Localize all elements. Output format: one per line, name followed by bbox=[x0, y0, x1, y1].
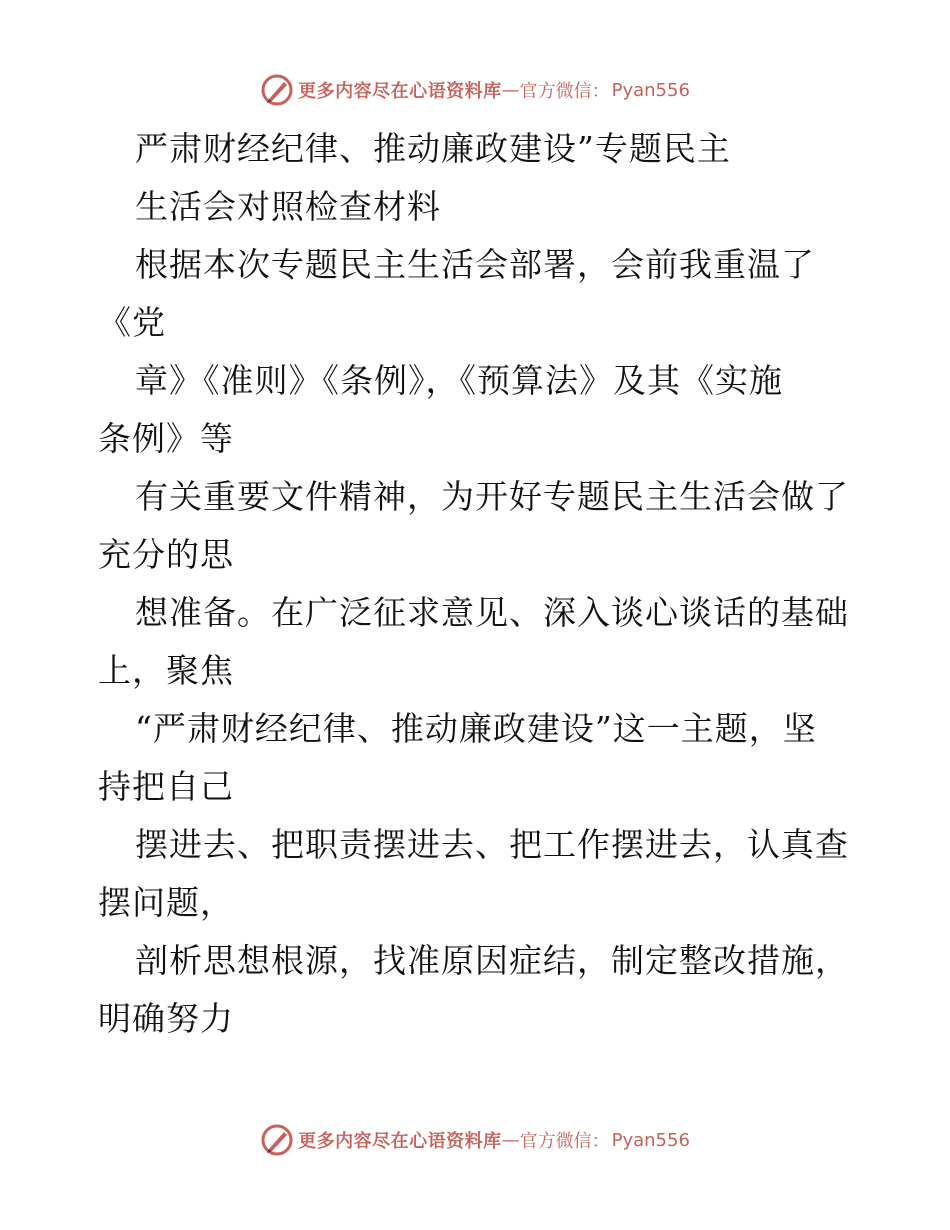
banner-contact-label: 官方微信： bbox=[519, 1131, 610, 1152]
banner-wechat-id: Pyan556 bbox=[611, 1129, 690, 1151]
doc-line: 《党 bbox=[98, 303, 166, 342]
doc-line: 生活会对照检查材料 bbox=[135, 187, 441, 226]
doc-line: 严肃财经纪律、推动廉政建设”专题民主 bbox=[135, 129, 731, 168]
doc-line: 有关重要文件精神，为开好专题民主生活会做了 bbox=[135, 477, 849, 516]
header-banner bbox=[0, 70, 950, 110]
doc-line: 条例》等 bbox=[98, 419, 234, 458]
doc-line: 根据本次专题民主生活会部署，会前我重温了 bbox=[135, 245, 815, 284]
pen-logo-icon bbox=[260, 73, 294, 107]
doc-line: 想准备。在广泛征求意见、深入谈心谈话的基础 bbox=[135, 593, 849, 632]
banner-brand: 更多内容尽在心语资料库 bbox=[298, 81, 502, 102]
doc-line: 摆问题， bbox=[98, 883, 234, 922]
banner-brand: 更多内容尽在心语资料库 bbox=[298, 1131, 502, 1152]
footer-banner bbox=[0, 1120, 950, 1160]
doc-line: “严肃财经纪律、推动廉政建设”这一主题，坚 bbox=[135, 709, 817, 748]
banner-dash: — bbox=[501, 1129, 520, 1151]
banner-contact-label: 官方微信： bbox=[519, 81, 610, 102]
doc-line: 摆进去、把职责摆进去、把工作摆进去，认真查 bbox=[135, 825, 849, 864]
doc-line: 明确努力 bbox=[98, 999, 234, 1038]
pen-logo-icon bbox=[260, 1123, 294, 1157]
doc-line: 上，聚焦 bbox=[98, 651, 234, 690]
document-body bbox=[98, 120, 858, 1048]
doc-line: 剖析思想根源，找准原因症结，制定整改措施， bbox=[135, 941, 849, 980]
banner-wechat-id: Pyan556 bbox=[611, 79, 690, 101]
banner-dash: — bbox=[501, 79, 520, 101]
doc-line: 章》《准则》《条例》，《预算法》及其《实施 bbox=[135, 361, 783, 400]
doc-line: 充分的思 bbox=[98, 535, 234, 574]
doc-line: 持把自己 bbox=[98, 767, 234, 806]
